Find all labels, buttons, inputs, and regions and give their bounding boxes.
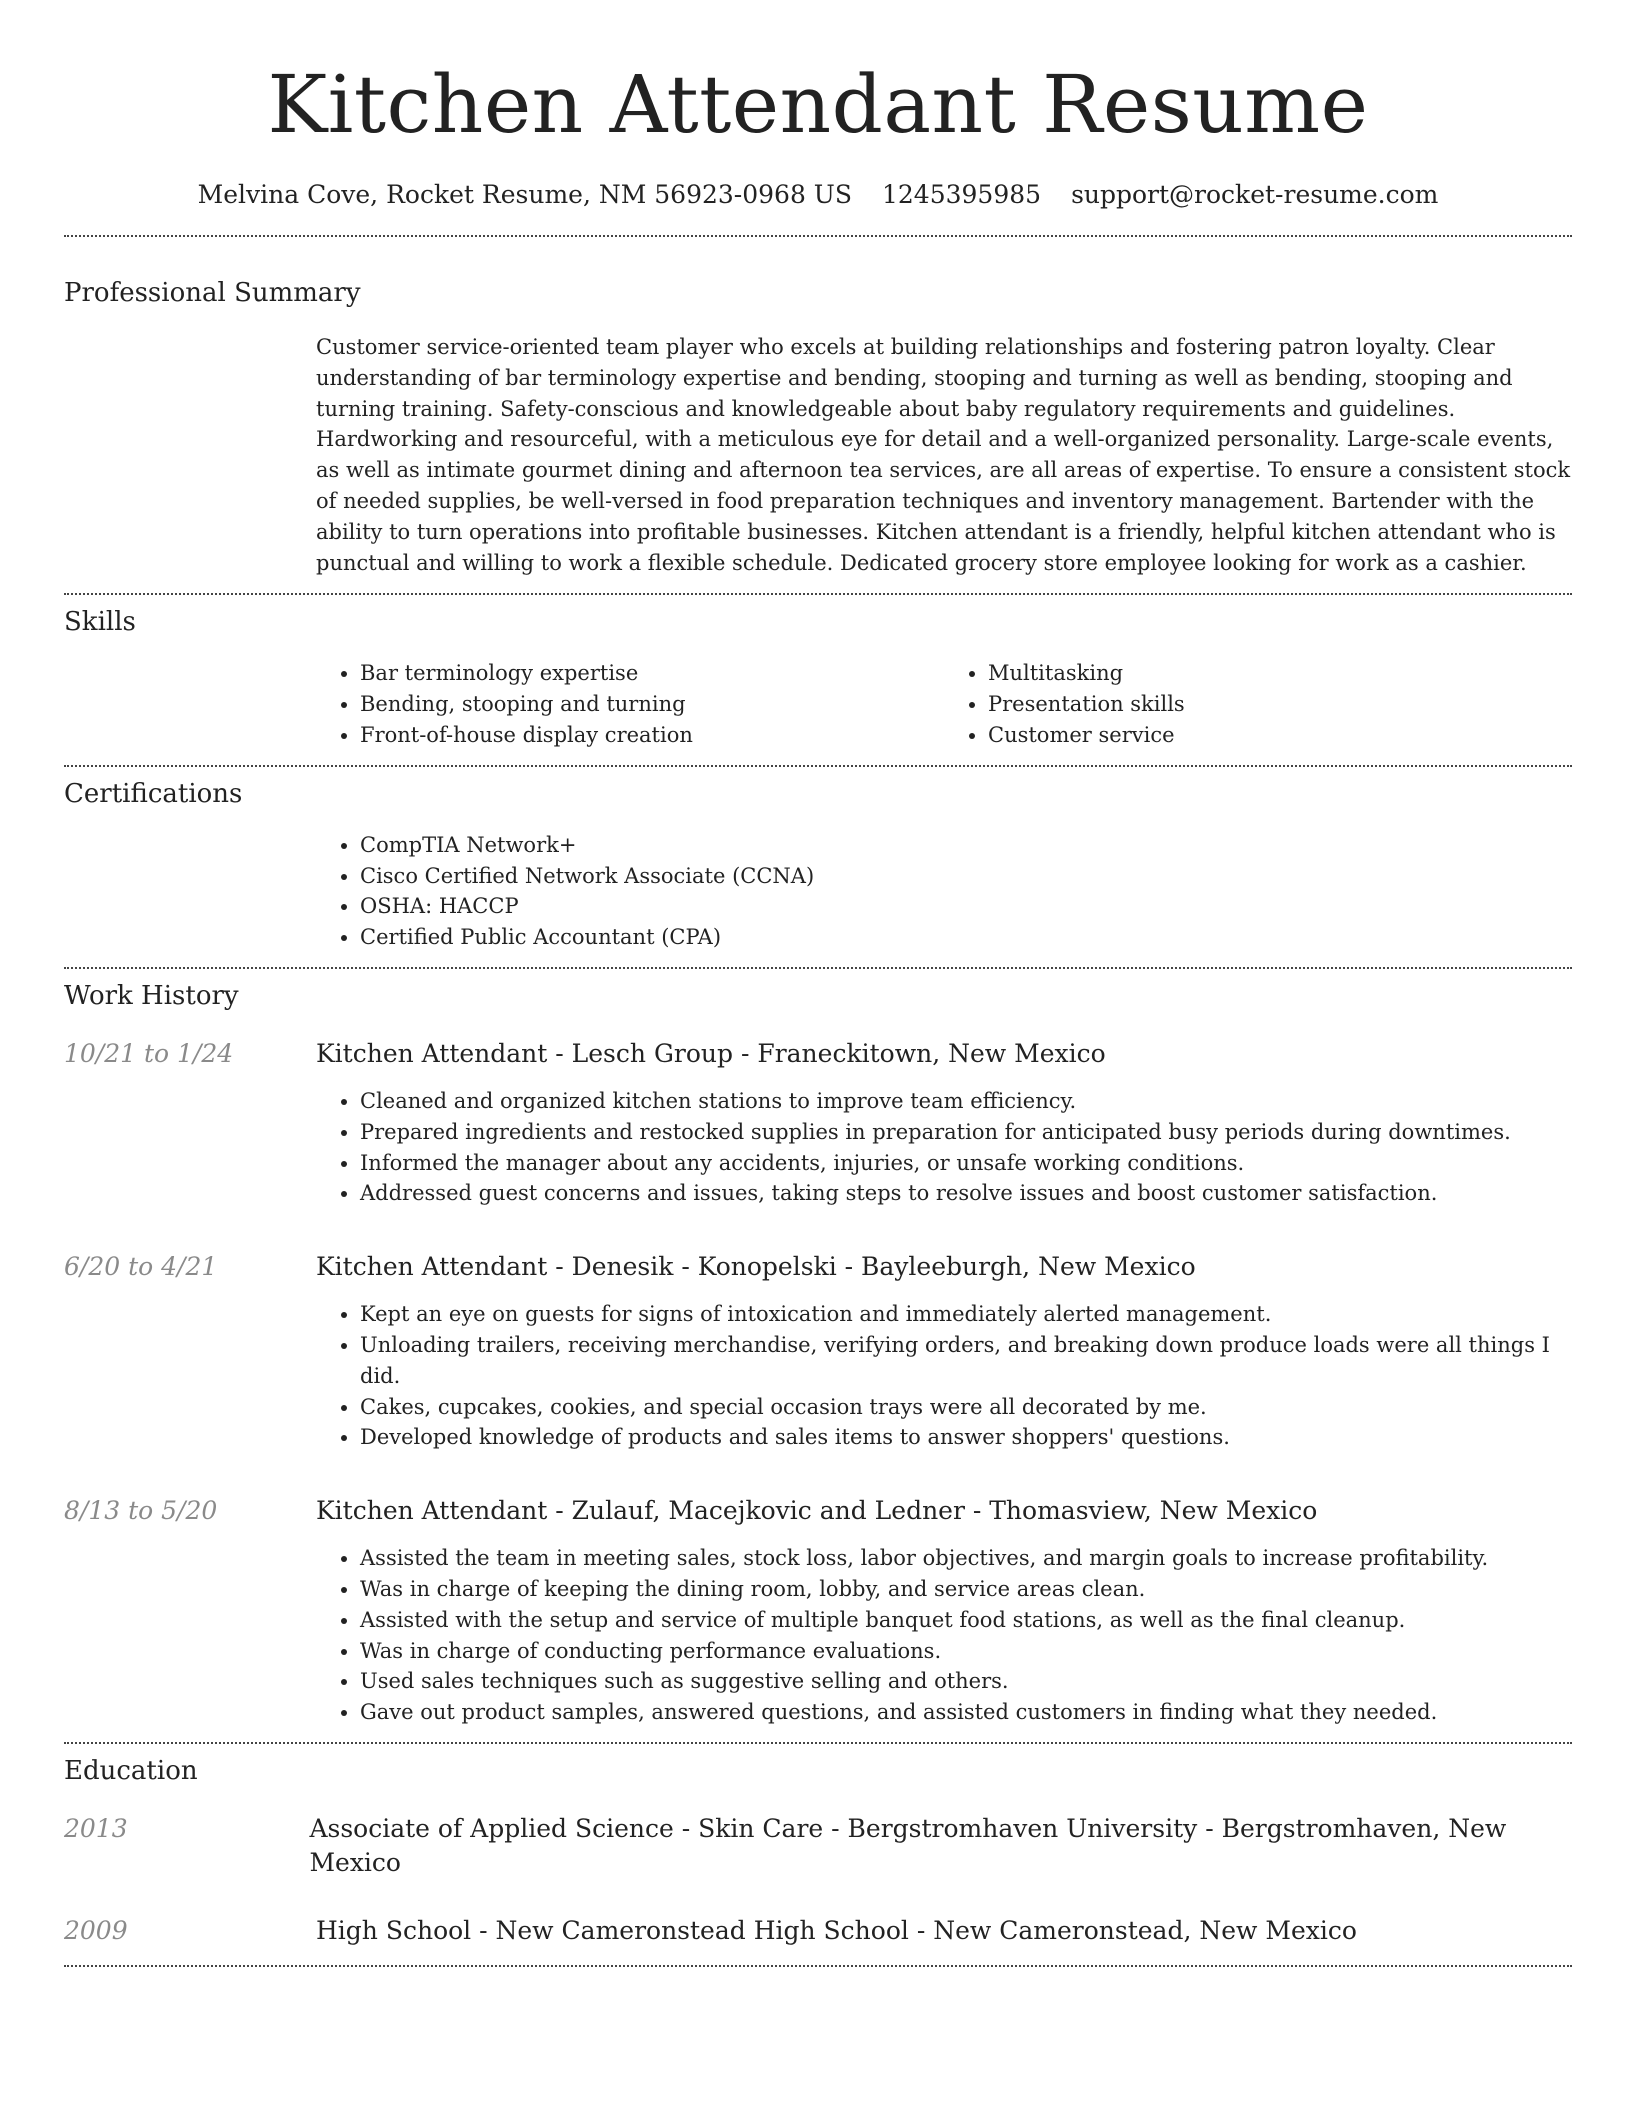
job-bullet: • Was in charge of conducting performance evaluations. [360, 1636, 1572, 1667]
job-title: Kitchen Attendant - Zulauf, Macejkovic and Ledner - Thomasview, New Mexico [316, 1496, 1318, 1526]
job-bullet: • Prepared ingredients and restocked supplies in preparation for anticipated busy periods during downtimes. [360, 1117, 1572, 1148]
divider [64, 967, 1572, 969]
education-date: 2009 [64, 1915, 128, 1945]
work-heading: Work History [64, 980, 239, 1011]
contact-address: Melvina Cove, Rocket Resume, NM 56923-0968 US [197, 180, 852, 209]
divider [64, 235, 1572, 237]
job-bullet: • Assisted with the setup and service of multiple banquet food stations, as well as the final cleanup. [360, 1605, 1572, 1636]
job-bullet: • Cleaned and organized kitchen stations to improve team efficiency. [360, 1086, 1572, 1117]
job-title: Kitchen Attendant - Denesik - Konopelski - Bayleeburgh, New Mexico [316, 1252, 1196, 1282]
job-date: 8/13 to 5/20 [64, 1496, 218, 1526]
summary-text: Customer service-oriented team player who excels at building relationships and fostering patron loyalty. Clear understanding of bar terminology expertise and bending, stooping and turning as well as bending, stooping and turning training. Safety-conscious and knowledgeable about baby regulatory requirements and guidelines. Hardworking and resourceful, with a meticulous eye for detail and a well-organized personality. Large-scale events, as well as intimate gourmet dining and afternoon tea services, are all areas of expertise. To ensure a consistent stock of needed supplies, be well-versed in food preparation techniques and inventory management. Bartender with the ability to turn operations into profitable businesses. Kitchen attendant is a friendly, helpful kitchen attendant who is punctual and willing to work a flexible schedule. Dedicated grocery store employee looking for work as a cashier. [316, 335, 1571, 575]
skill-item: • Bending, stooping and turning [360, 689, 944, 720]
job-bullet: • Addressed guest concerns and issues, taking steps to resolve issues and boost customer satisfaction. [360, 1178, 1572, 1209]
contact-phone: 1245395985 [882, 180, 1042, 209]
certifications-list [316, 830, 1572, 953]
skill-item: • Bar terminology expertise [360, 658, 944, 689]
education-heading: Education [64, 1755, 198, 1786]
divider [64, 1742, 1572, 1744]
education-entry [64, 1812, 1572, 1880]
education-entry [64, 1914, 1572, 1948]
certification-item: • Cisco Certified Network Associate (CCNA) [360, 861, 1572, 892]
job-entry [64, 1037, 1572, 1209]
job-bullet: • Unloading trailers, receiving merchandise, verifying orders, and breaking down produce loads were all things I did. [360, 1330, 1572, 1392]
job-bullet: • Gave out product samples, answered questions, and assisted customers in finding what they needed. [360, 1697, 1572, 1728]
summary-heading: Professional Summary [64, 278, 361, 308]
certifications-heading: Certifications [64, 778, 243, 809]
certification-item: • OSHA: HACCP [360, 891, 1572, 922]
skills-list [316, 658, 1572, 750]
skills-column-left [316, 658, 944, 750]
contact-line [64, 178, 1572, 212]
certification-item: • CompTIA Network+ [360, 830, 1572, 861]
certification-item: • Certified Public Accountant (CPA) [360, 922, 1572, 953]
resume-title: Kitchen Attendant Resume [267, 58, 1369, 151]
skills-heading: Skills [64, 607, 136, 638]
divider [64, 593, 1572, 595]
job-bullet: • Developed knowledge of products and sales items to answer shoppers' questions. [360, 1422, 1572, 1453]
job-date: 10/21 to 1/24 [64, 1038, 234, 1068]
job-bullet: • Used sales techniques such as suggestive selling and others. [360, 1666, 1572, 1697]
job-bullet: • Kept an eye on guests for signs of intoxication and immediately alerted management. [360, 1299, 1572, 1330]
skill-item: • Front-of-house display creation [360, 720, 944, 751]
education-title: Associate of Applied Science - Skin Care - Bergstromhaven University - Bergstromhaven, New Mexico [309, 1813, 1507, 1877]
resume-page [64, 0, 1572, 1967]
job-date: 6/20 to 4/21 [64, 1252, 218, 1282]
skill-item: • Customer service [988, 720, 1572, 751]
skills-column-right [944, 658, 1572, 750]
job-entry [64, 1250, 1572, 1453]
education-title: High School - New Cameronstead High School - New Cameronstead, New Mexico [316, 1915, 1357, 1945]
job-bullet: • Assisted the team in meeting sales, stock loss, labor objectives, and margin goals to increase profitability. [360, 1543, 1572, 1574]
education-date: 2013 [64, 1813, 128, 1843]
job-entry [64, 1494, 1572, 1728]
skill-item: • Multitasking [988, 658, 1572, 689]
job-bullet: • Cakes, cupcakes, cookies, and special occasion trays were all decorated by me. [360, 1392, 1572, 1423]
contact-email: support@rocket-resume.com [1071, 180, 1439, 209]
job-bullet: • Was in charge of keeping the dining room, lobby, and service areas clean. [360, 1574, 1572, 1605]
skill-item: • Presentation skills [988, 689, 1572, 720]
job-bullet: • Informed the manager about any accidents, injuries, or unsafe working conditions. [360, 1148, 1572, 1179]
divider [64, 1965, 1572, 1967]
divider [64, 765, 1572, 767]
job-title: Kitchen Attendant - Lesch Group - Franeckitown, New Mexico [316, 1038, 1106, 1068]
